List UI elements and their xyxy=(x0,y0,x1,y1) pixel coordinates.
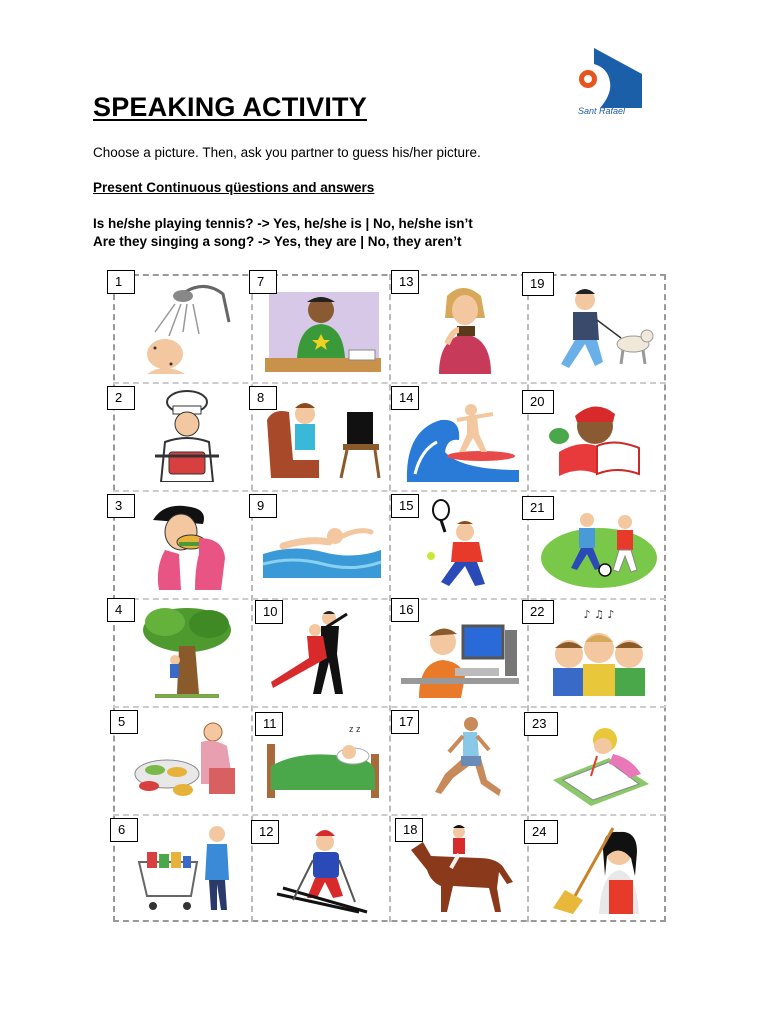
watching-tv-icon xyxy=(263,390,381,482)
picture-card[interactable] xyxy=(389,274,527,382)
picture-card[interactable] xyxy=(527,490,665,598)
picture-card[interactable] xyxy=(251,814,389,922)
swimming-icon xyxy=(263,498,381,590)
picture-card[interactable] xyxy=(527,598,665,706)
picture-card[interactable] xyxy=(527,274,665,382)
instructions: Choose a picture. Then, ask you partner to guess his/her picture. xyxy=(93,145,481,160)
picture-number: 14 xyxy=(391,386,419,410)
picture-number: 15 xyxy=(391,494,419,518)
picture-number: 9 xyxy=(249,494,277,518)
picture-number: 7 xyxy=(249,270,277,294)
singing-icon xyxy=(539,606,657,698)
section-heading: Present Continuous qüestions and answers xyxy=(93,180,375,195)
reading-icon xyxy=(539,390,657,482)
eating-chocolate-icon xyxy=(401,282,519,374)
picture-number: 3 xyxy=(107,494,135,518)
picture-card[interactable] xyxy=(389,490,527,598)
picture-card[interactable] xyxy=(251,274,389,382)
picture-number: 20 xyxy=(522,390,554,414)
picture-card[interactable] xyxy=(113,382,251,490)
picture-number: 22 xyxy=(522,600,554,624)
picture-number: 2 xyxy=(107,386,135,410)
picture-card[interactable] xyxy=(113,706,251,814)
picture-number: 23 xyxy=(524,712,558,736)
picture-number: 1 xyxy=(107,270,135,294)
shower-icon xyxy=(125,282,243,374)
picture-card[interactable] xyxy=(251,490,389,598)
picture-number: 4 xyxy=(107,598,135,622)
picture-card[interactable] xyxy=(527,706,665,814)
picture-card[interactable] xyxy=(389,598,527,706)
picture-card[interactable] xyxy=(251,598,389,706)
svg-text:♪ ♫ ♪: ♪ ♫ ♪ xyxy=(583,608,615,621)
studying-icon xyxy=(263,282,381,374)
picture-number: 21 xyxy=(522,496,554,520)
picture-number: 18 xyxy=(395,818,423,842)
picture-card[interactable] xyxy=(389,382,527,490)
picture-number: 13 xyxy=(391,270,419,294)
walking-dog-icon xyxy=(539,282,657,374)
picture-card[interactable] xyxy=(251,706,389,814)
picture-card[interactable] xyxy=(389,706,527,814)
picture-number: 17 xyxy=(391,710,419,734)
picture-number: 19 xyxy=(522,272,554,296)
picture-number: 12 xyxy=(251,820,279,844)
sant-rafael-logo xyxy=(574,46,644,116)
picture-card[interactable] xyxy=(251,382,389,490)
example-question-1: Is he/she playing tennis? -> Yes, he/she is | No, he/she isn’t xyxy=(93,216,473,231)
picture-number: 10 xyxy=(255,600,283,624)
picture-card[interactable] xyxy=(527,382,665,490)
shopping-icon xyxy=(125,822,243,914)
picture-card[interactable] xyxy=(527,814,665,922)
example-question-2: Are they singing a song? -> Yes, they are | No, they aren’t xyxy=(93,234,462,249)
picture-card[interactable] xyxy=(389,814,527,922)
picture-card[interactable] xyxy=(113,598,251,706)
cooking-icon xyxy=(125,390,243,482)
picture-number: 24 xyxy=(524,820,558,844)
eating-icon xyxy=(125,498,243,590)
picture-number: 8 xyxy=(249,386,277,410)
skiing-icon xyxy=(263,822,381,914)
setting-table-icon xyxy=(125,714,243,806)
picture-number: 11 xyxy=(255,712,283,736)
page-title: SPEAKING ACTIVITY xyxy=(93,92,367,122)
picture-number: 16 xyxy=(391,598,419,622)
climbing-tree-icon xyxy=(125,606,243,698)
svg-text:Sant Rafael: Sant Rafael xyxy=(578,106,626,116)
picture-number: 5 xyxy=(110,710,138,734)
picture-card[interactable] xyxy=(113,814,251,922)
picture-number: 6 xyxy=(110,818,138,842)
football-icon xyxy=(539,498,657,590)
picture-card[interactable] xyxy=(113,274,251,382)
picture-card[interactable] xyxy=(113,490,251,598)
svg-text:z z: z z xyxy=(349,724,361,734)
